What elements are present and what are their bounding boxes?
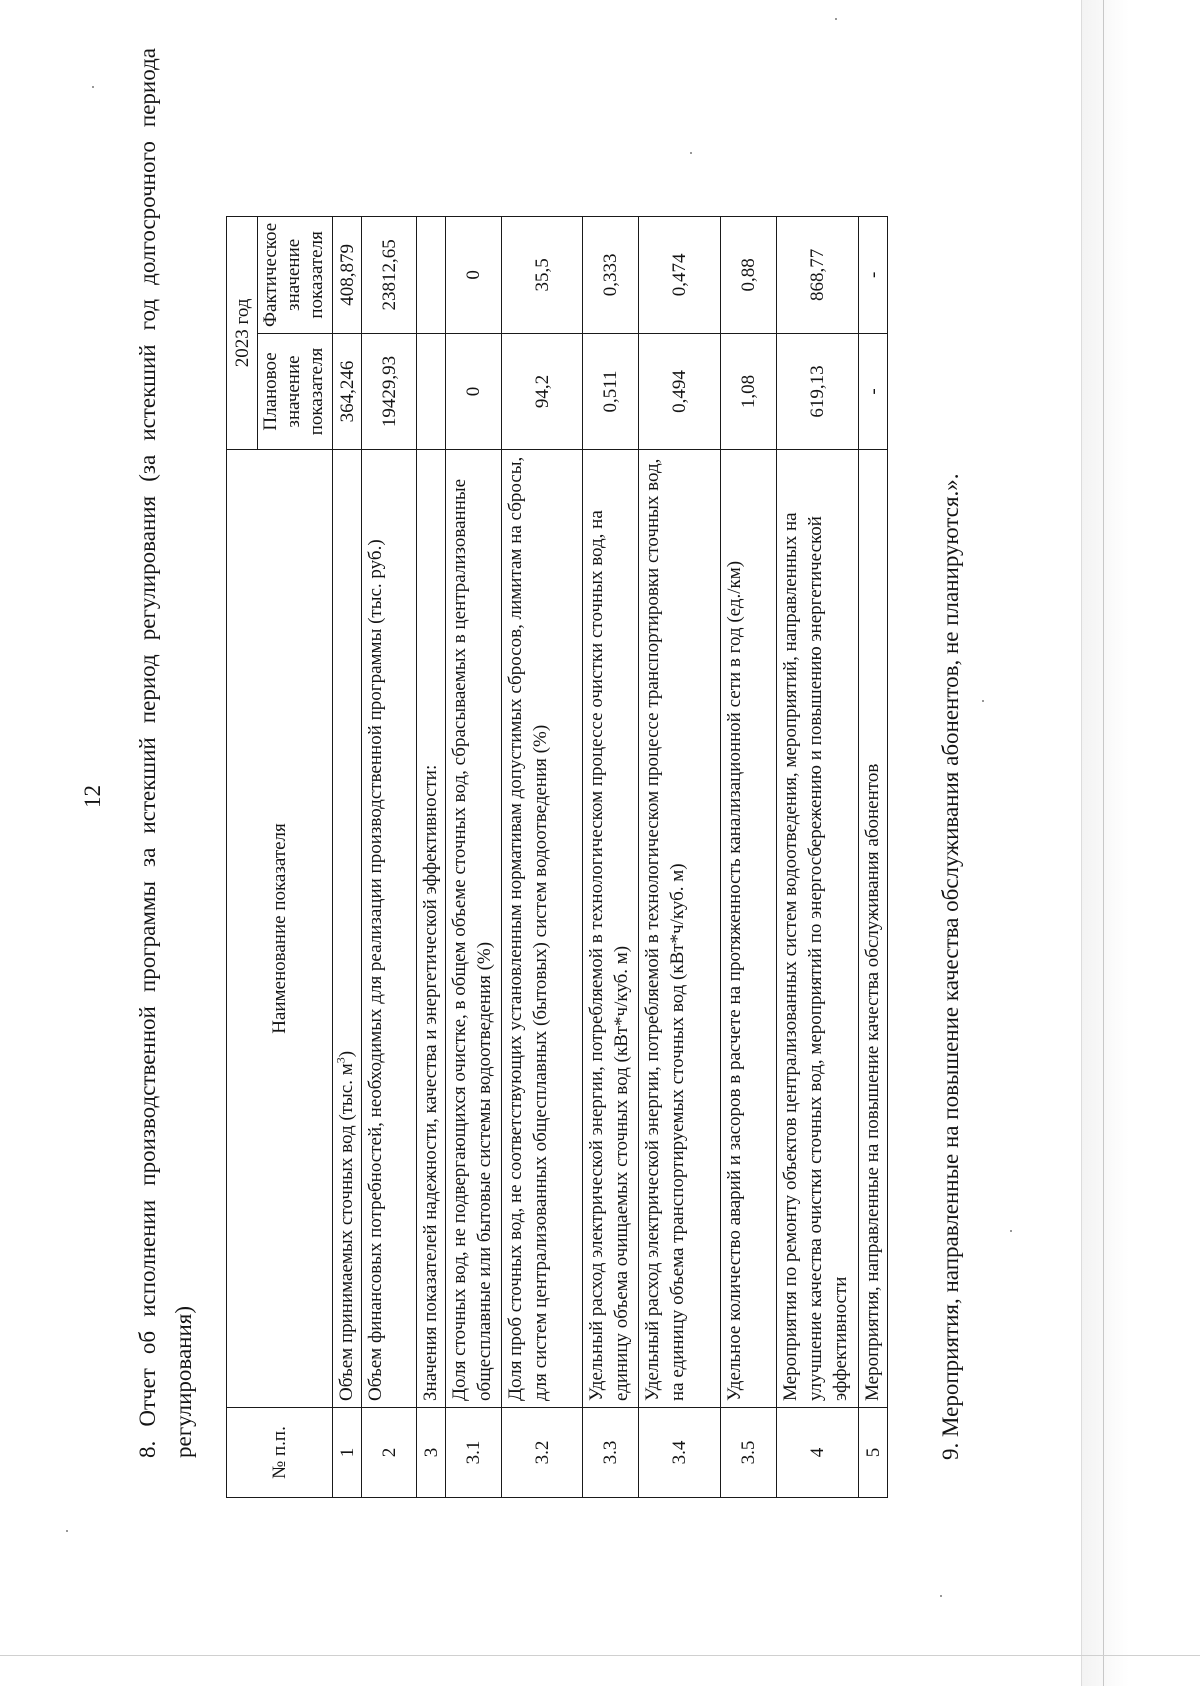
row-name-sup: 3 [333,1057,348,1064]
row-fact [417,216,446,333]
col-name-header: Наименование показателя [227,450,333,1408]
row-plan: - [859,334,888,450]
row-name: Мероприятия по ремонту объектов централизованных систем водоотведения, мероприятий, направленных на улучшение качества очистки сточных вод, мероприятий по энергосбережению и повышению энергетической эффективности [777,450,859,1408]
table-row [639,216,721,1497]
row-num: 5 [859,1408,888,1498]
row-fact: 0,474 [639,216,721,333]
row-num: 3.2 [502,1408,583,1498]
production-program-table [226,216,888,1498]
row-num: 2 [362,1408,417,1498]
row-num: 3.1 [446,1408,502,1498]
table-row [417,216,446,1497]
row-fact: 408,879 [333,216,362,333]
section-8-heading: 8. Отчет об исполнении производственной программы за истекший период регулирования (за истекший год долгосрочного периода регулирования) [135,48,196,1458]
row-plan: 364,246 [333,334,362,450]
row-plan: 94,2 [502,334,583,450]
table-row [362,216,417,1497]
row-fact: - [859,216,888,333]
row-name: Доля сточных вод, не подвергающихся очистке, в общем объеме сточных вод, сбрасываемых в централизованные общесплавные или бытовые системы водоотведения (%) [446,450,502,1408]
section-9-text: 9. Мероприятия, направленные на повышение качества обслуживания абонентов, не планируются.». [938,473,963,1460]
row-fact: 0,88 [721,216,777,333]
row-name: Удельный расход электрической энергии, потребляемой в технологическом процессе транспортировки сточных вод, на единицу объема транспортируемых сточных вод (кВт*ч/куб. м) [639,450,721,1408]
table-row [333,216,362,1497]
row-name [333,450,362,1408]
row-name: Мероприятия, направленные на повышение качества обслуживания абонентов [859,450,888,1408]
row-num: 3.3 [583,1408,639,1498]
row-name: Удельный расход электрической энергии, потребляемой в технологическом процессе очистки сточных вод, на единицу объема очищаемых сточных вод (кВт*ч/куб. м) [583,450,639,1408]
page-number: 12 [80,785,105,808]
row-fact: 23812,65 [362,216,417,333]
table-row [721,216,777,1497]
row-fact: 35,5 [502,216,583,333]
year-header: 2023 год [227,216,258,449]
row-name: Доля проб сточных вод, не соответствующих установленным нормативам допустимых сбросов, лимитам на сбросы, для систем централизованных общесплавных (бытовых) систем водоотведения (%) [502,450,583,1408]
row-plan: 1,08 [721,334,777,450]
row-fact: 868,77 [777,216,859,333]
row-plan: 0,511 [583,334,639,450]
row-plan: 619,13 [777,334,859,450]
row-num: 4 [777,1408,859,1498]
row-plan: 0,494 [639,334,721,450]
row-name-tail: ) [336,1050,357,1058]
row-num: 3 [417,1408,446,1498]
row-name: Значения показателей надежности, качества и энергетической эффективности: [417,450,446,1408]
row-name: Удельное количество аварий и засоров в расчете на протяженность канализационной сети в год (ед./км) [721,450,777,1408]
row-fact: 0,333 [583,216,639,333]
table-row [859,216,888,1497]
row-plan: 0 [446,334,502,450]
row-num: 3.5 [721,1408,777,1498]
row-name: Объем финансовых потребностей, необходимых для реализации производственной программы (тыс. руб.) [362,450,417,1408]
fact-header: Фактическое значение показателя [258,216,333,333]
table-row [446,216,502,1497]
row-plan: 19429,93 [362,334,417,450]
row-fact: 0 [446,216,502,333]
row-plan [417,334,446,450]
row-num: 3.4 [639,1408,721,1498]
row-name-text: Объем принимаемых сточных вод (тыс. м [336,1063,357,1401]
table-row [502,216,583,1497]
col-num-header: № п.п. [227,1408,333,1498]
row-num: 1 [333,1408,362,1498]
plan-header: Плановое значение показателя [258,334,333,450]
table-row [777,216,859,1497]
table-header-row [227,216,258,1497]
table-row [583,216,639,1497]
